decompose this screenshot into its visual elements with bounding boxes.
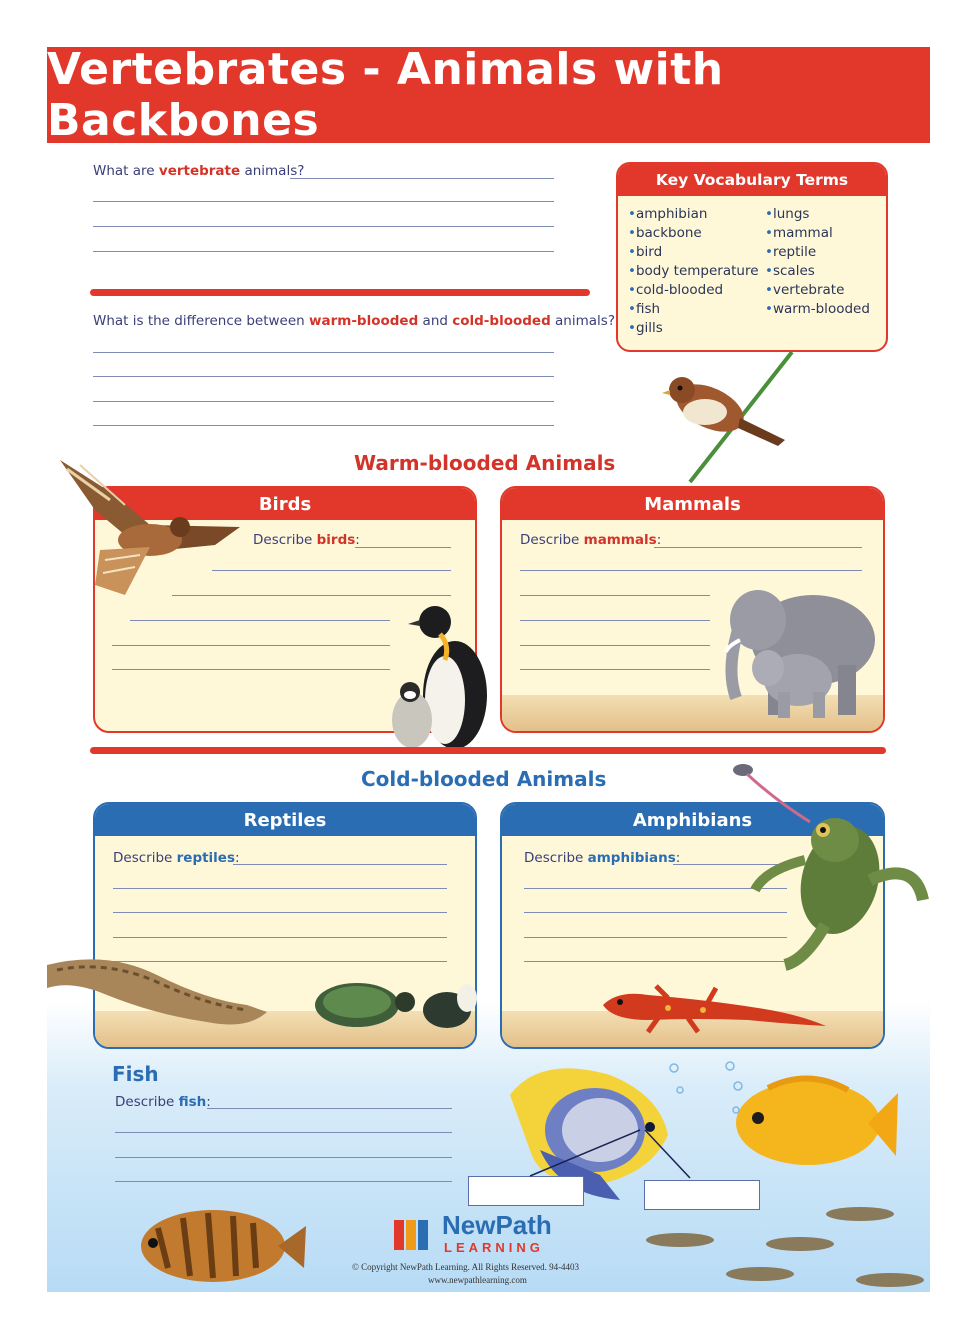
answer-line[interactable] (93, 425, 554, 426)
penguin-illustration (390, 600, 495, 750)
brand-name: NewPath (442, 1210, 552, 1240)
sunfish-illustration (128, 1198, 308, 1288)
answer-line[interactable] (113, 937, 447, 938)
answer-line[interactable] (112, 669, 390, 670)
page-title: Vertebrates - Animals with Backbones (47, 44, 724, 146)
answer-line[interactable] (113, 888, 447, 889)
answer-line[interactable] (93, 376, 554, 377)
answer-line[interactable] (233, 864, 447, 865)
vocab-term: • gills (628, 319, 759, 338)
vocabulary-column-1 (628, 205, 759, 338)
website-url[interactable]: www.newpathlearning.com (428, 1275, 527, 1285)
vocab-term: • fish (628, 300, 759, 319)
mammals-card-title: Mammals (502, 488, 883, 520)
prompt-text: Describe (520, 532, 584, 548)
prompt-suffix: : (656, 532, 662, 548)
question-text: and (418, 313, 453, 329)
answer-line[interactable] (520, 645, 710, 646)
prompt-highlight: reptiles (176, 850, 236, 866)
minnows-illustration (640, 1200, 930, 1292)
answer-line[interactable] (654, 547, 862, 548)
vocabulary-box (616, 162, 888, 352)
answer-line[interactable] (113, 912, 447, 913)
answer-line[interactable] (207, 1108, 452, 1109)
prompt-suffix: : (355, 532, 360, 548)
question-text: What is the difference between (93, 313, 310, 329)
vocab-term: • cold-blooded (628, 281, 759, 300)
snake-turtle-illustration (47, 950, 477, 1045)
question-text: What are (93, 163, 159, 179)
question-highlight: warm-blooded (309, 313, 419, 329)
title-banner (47, 44, 930, 146)
hawk-illustration (55, 455, 245, 600)
bubbles-icon (660, 1060, 750, 1130)
vocab-term: • reptile (765, 243, 870, 262)
elephant-illustration (718, 580, 888, 722)
answer-line[interactable] (115, 1157, 452, 1158)
answer-line[interactable] (115, 1181, 452, 1182)
prompt-highlight: fish (178, 1094, 207, 1110)
vocab-term: • vertebrate (765, 281, 870, 300)
answer-line[interactable] (520, 595, 710, 596)
newpath-logo-icon (392, 1216, 438, 1254)
vocabulary-column-2 (765, 205, 870, 319)
answer-line[interactable] (290, 178, 554, 179)
answer-line[interactable] (93, 352, 554, 353)
vocab-term: • warm-blooded (765, 300, 870, 319)
vocab-term: • amphibian (628, 205, 759, 224)
divider-red (90, 289, 590, 296)
answer-line[interactable] (93, 401, 554, 402)
answer-line[interactable] (93, 226, 554, 227)
copyright-text: © Copyright NewPath Learning. All Rights Reserved. 94-4403 (352, 1262, 580, 1272)
amphibians-card-title: Amphibians (502, 804, 883, 836)
vocab-term: • body temperature (628, 262, 759, 281)
prompt-suffix: : (675, 850, 681, 866)
prompt-highlight: mammals (583, 532, 657, 548)
question-vertebrate (93, 163, 304, 179)
frog-illustration (725, 760, 930, 975)
answer-line[interactable] (93, 201, 554, 202)
prompt-text: Describe (113, 850, 177, 866)
vocab-term: • mammal (765, 224, 870, 243)
vocab-term: • backbone (628, 224, 759, 243)
describe-amphibians (524, 850, 680, 866)
question-highlight: vertebrate (158, 163, 241, 179)
answer-line[interactable] (93, 251, 554, 252)
prompt-highlight: birds (316, 532, 356, 548)
question-highlight: cold-blooded (452, 313, 551, 329)
question-text: animals? (550, 313, 615, 329)
salamander-illustration (598, 980, 828, 1035)
vocabulary-heading: Key Vocabulary Terms (618, 164, 886, 196)
vocab-term: • scales (765, 262, 870, 281)
answer-line[interactable] (520, 570, 862, 571)
describe-fish (115, 1094, 211, 1110)
warm-blooded-title: Warm-blooded Animals (354, 451, 616, 475)
prompt-highlight: amphibians (587, 850, 676, 866)
answer-line[interactable] (355, 547, 451, 548)
divider-red (90, 747, 886, 754)
answer-line[interactable] (212, 570, 451, 571)
vocab-term: • bird (628, 243, 759, 262)
vocab-term: • lungs (765, 205, 870, 224)
reptiles-card-title: Reptiles (95, 804, 475, 836)
prompt-suffix: : (235, 850, 240, 866)
prompt-text: Describe (253, 532, 317, 548)
answer-line[interactable] (520, 620, 710, 621)
answer-line[interactable] (130, 620, 390, 621)
prompt-text: Describe (524, 850, 588, 866)
answer-line[interactable] (115, 1132, 452, 1133)
describe-mammals (520, 532, 661, 548)
sparrow-illustration (660, 350, 800, 485)
describe-reptiles (113, 850, 240, 866)
fish-title: Fish (112, 1062, 159, 1086)
answer-line[interactable] (520, 669, 710, 670)
birds-card-title: Birds (95, 488, 475, 520)
cold-blooded-title: Cold-blooded Animals (361, 767, 607, 791)
prompt-suffix: : (206, 1094, 211, 1110)
question-text: animals? (240, 163, 305, 179)
prompt-text: Describe (115, 1094, 179, 1110)
brand-subtitle: LEARNING (444, 1240, 544, 1255)
yellow-fish-illustration (728, 1068, 900, 1178)
answer-line[interactable] (112, 645, 390, 646)
describe-birds (253, 532, 360, 548)
question-warm-cold (93, 313, 615, 329)
label-box-1[interactable] (468, 1176, 584, 1206)
